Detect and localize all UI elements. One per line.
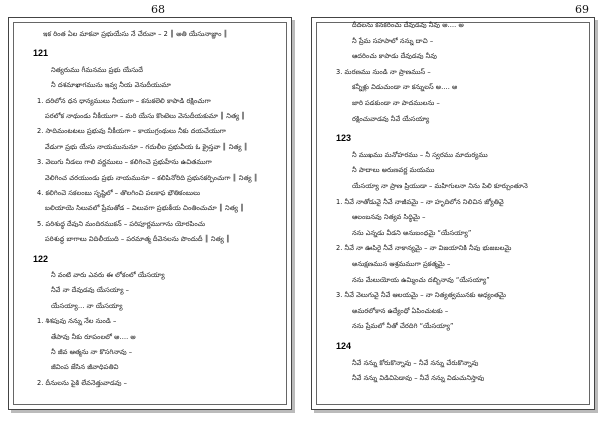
lyric-line: అనుక్షణమున ఆశ్రమముగా ప్రకత్మమై – xyxy=(352,260,451,268)
lyric-line: 1. నీవే నాతోడువై నీవే నాజీవమై – నా హృదిలోన నిలిచిన జ్యోతివై xyxy=(336,197,504,206)
left-page-content xyxy=(9,18,291,409)
lyric-line: ఆలంబనవు నిత్యవ సిద్ధిమై – xyxy=(352,213,426,222)
lyric-line: నీవే నన్ను విడిచిపెడావు – నీవే నన్ను విడుచునిస్తావు xyxy=(352,374,485,383)
lyric-line: 2. దీనులను పైకి లేవనెత్తువాడవు – xyxy=(37,378,128,387)
right-page xyxy=(311,17,595,410)
song-number: 123 xyxy=(336,133,352,144)
lyric-line: నీ వంటి వారు ఎవరు ఈ లోకంలో యేసయ్యా xyxy=(51,271,165,279)
lyric-line: నను ప్రేమలో నీతో చేరదిగి “యేసయ్యా” xyxy=(352,322,454,331)
lyric-line: 1. శిశపువు నన్ను నేల నుండి – xyxy=(37,317,117,326)
lyric-line: 2. సాదిమంటటలు ప్రభువు నీకీయగా – కాయుగ్రంథులు నీకు దయచేయుగా xyxy=(37,127,226,136)
lyric-line: 3. మరణము నుండి నా ప్రాణముస్ – xyxy=(336,67,431,76)
lyric-line: కన్నీళ్లు విడుచుండా నా కన్నులస్ అ…. అ xyxy=(352,83,458,92)
song-number: 124 xyxy=(336,341,352,351)
left-page xyxy=(8,17,292,410)
song-number: 122 xyxy=(33,253,49,264)
lyric-line: 5. పరిశుద్ధ దేవుని మందిరముకన్ – పరిపూర్ణముగాను యోరపించు xyxy=(37,219,206,228)
lyric-line: జీవింప జేసిన జీవాధిపతివి xyxy=(51,363,119,372)
lyric-line: నను మేలుయోయ ఉమ్మించు దబ్బినావు “యేసయ్యా” xyxy=(352,275,490,284)
lyric-line: రక్షించువాడవు నీవే యేసయ్యా xyxy=(352,114,430,123)
left-page-number: 68 xyxy=(151,3,165,16)
lyric-line: వేడుగా ప్రభు యేసు నాయమునునూ – గదులీల ప్రభువీయ ఓ క్రైస్తవా ║ నిత్య ║ xyxy=(45,142,248,151)
lyric-line: ఆదరించు కాపాడు దేవుడవు నీవు xyxy=(352,52,437,61)
lyric-line: పరిశుద్ధ బాగాలు విదిలీయుది – పరమాత్మ దీవెనలను పొందుదీ ║ నిత్య ║ xyxy=(45,235,230,244)
lyric-line: నీ పాదాలు అరుణవర్ణ మయము xyxy=(352,166,435,175)
lyric-line: నీవే నా దేవుడవు యేసయ్యా – xyxy=(51,286,130,295)
lyric-line: పరలోక నాథుండు నీకీయుగా – మరి యేసు కొంటెలు వెనుదీయకుమా ║ నిత్య ║ xyxy=(45,112,246,120)
lyric-line: నిత్యరుము గీమనము ప్రభు యేసుదే xyxy=(51,65,143,74)
lyric-line: తేపావు నీకు రూపంలలో అ…. అ xyxy=(51,332,136,341)
lyric-line: వెలిగించ చరయుండు ప్రభు నాయమునూ – కలిపినోరిది ప్రభునకర్పించుగా ║ నిత్య ║ xyxy=(45,173,258,182)
right-page-number: 69 xyxy=(575,3,589,16)
lyric-line: యేసయ్యా నా ప్రాణ ప్రియుడా – మహిగులనా నిను పిలి కూర్చుంతూనె xyxy=(352,182,528,190)
lyric-line: యేసయ్యా… నా యేసయ్యా xyxy=(51,301,123,310)
book-spine xyxy=(298,0,302,425)
lyric-line: బలియాయె సిలువలో ప్రేమతోడ – విలువగా ప్రభుకీయ చింతించుచూ ║ నిత్య ║ xyxy=(45,204,245,213)
lyric-line: 2. నీవే నా ఊపిరై నీవే నాకాన్యమై – నా విజయానికి నీవు భుజబలమై xyxy=(336,244,512,253)
lyric-line: అమరలోకాన ఉద్యేంధో ఏపించుటకు – xyxy=(352,306,449,315)
lyric-line: నీ దశమాఖాగమును ఇవ్వ నీయ వెనుదీయుమా xyxy=(51,81,171,90)
lyric-line: నీ జీవ ఆత్మను నా కొసగినావు – xyxy=(51,348,133,356)
lyric-line: నీ ప్రేమ సహపాలో నన్ను దాచి – xyxy=(352,36,434,45)
lyric-line: నీవే నన్ను కోరుకొన్నావు – నీవే నన్ను చేరుకొన్నావు xyxy=(352,358,479,367)
lyric-line: 3. నీవే వెలుగువై నీవే ఆలయమై – నా నిత్యత్వమునకు ఆధ్యంతమై xyxy=(336,291,507,300)
lyric-line: 3. వెలుగు నీడలు గాలి వర్ణములు – కలిగించె ప్రభుహీను ఉచితముగా xyxy=(37,158,212,167)
lyric-line: జారి పడకుండా నా పాదములను – xyxy=(352,99,440,107)
lyric-line: నీ ముఖము మనోహరము – నీ స్వరము మాదుర్యము xyxy=(352,150,488,159)
lyric-line: నను ఎన్నడు వీడని అనుబంధమై “యేసయ్యా” xyxy=(352,228,472,237)
lyric-line: 4. కలిగించె సకలంబు సృష్టిలో – తొలగించి పలకాఫ భౌతికంబులు xyxy=(37,189,201,197)
right-page-content xyxy=(312,18,594,409)
lyric-line: 1. దరిలోన ధన ధాన్యములు నీయుగా – కనుకలెలి కాపాడి రక్షించుగా xyxy=(37,96,211,105)
lyric-line: దీదలను కనకరించు దేవుడవు నీవు అ…. అ xyxy=(352,21,464,29)
lyric-line: ఇక రింత ఏల మాకవా ప్రభుయేసు నే చేరువా – 2 ║ అతి యేసునాజ్ఞాం ║ xyxy=(43,30,228,38)
song-number: 121 xyxy=(33,48,49,59)
